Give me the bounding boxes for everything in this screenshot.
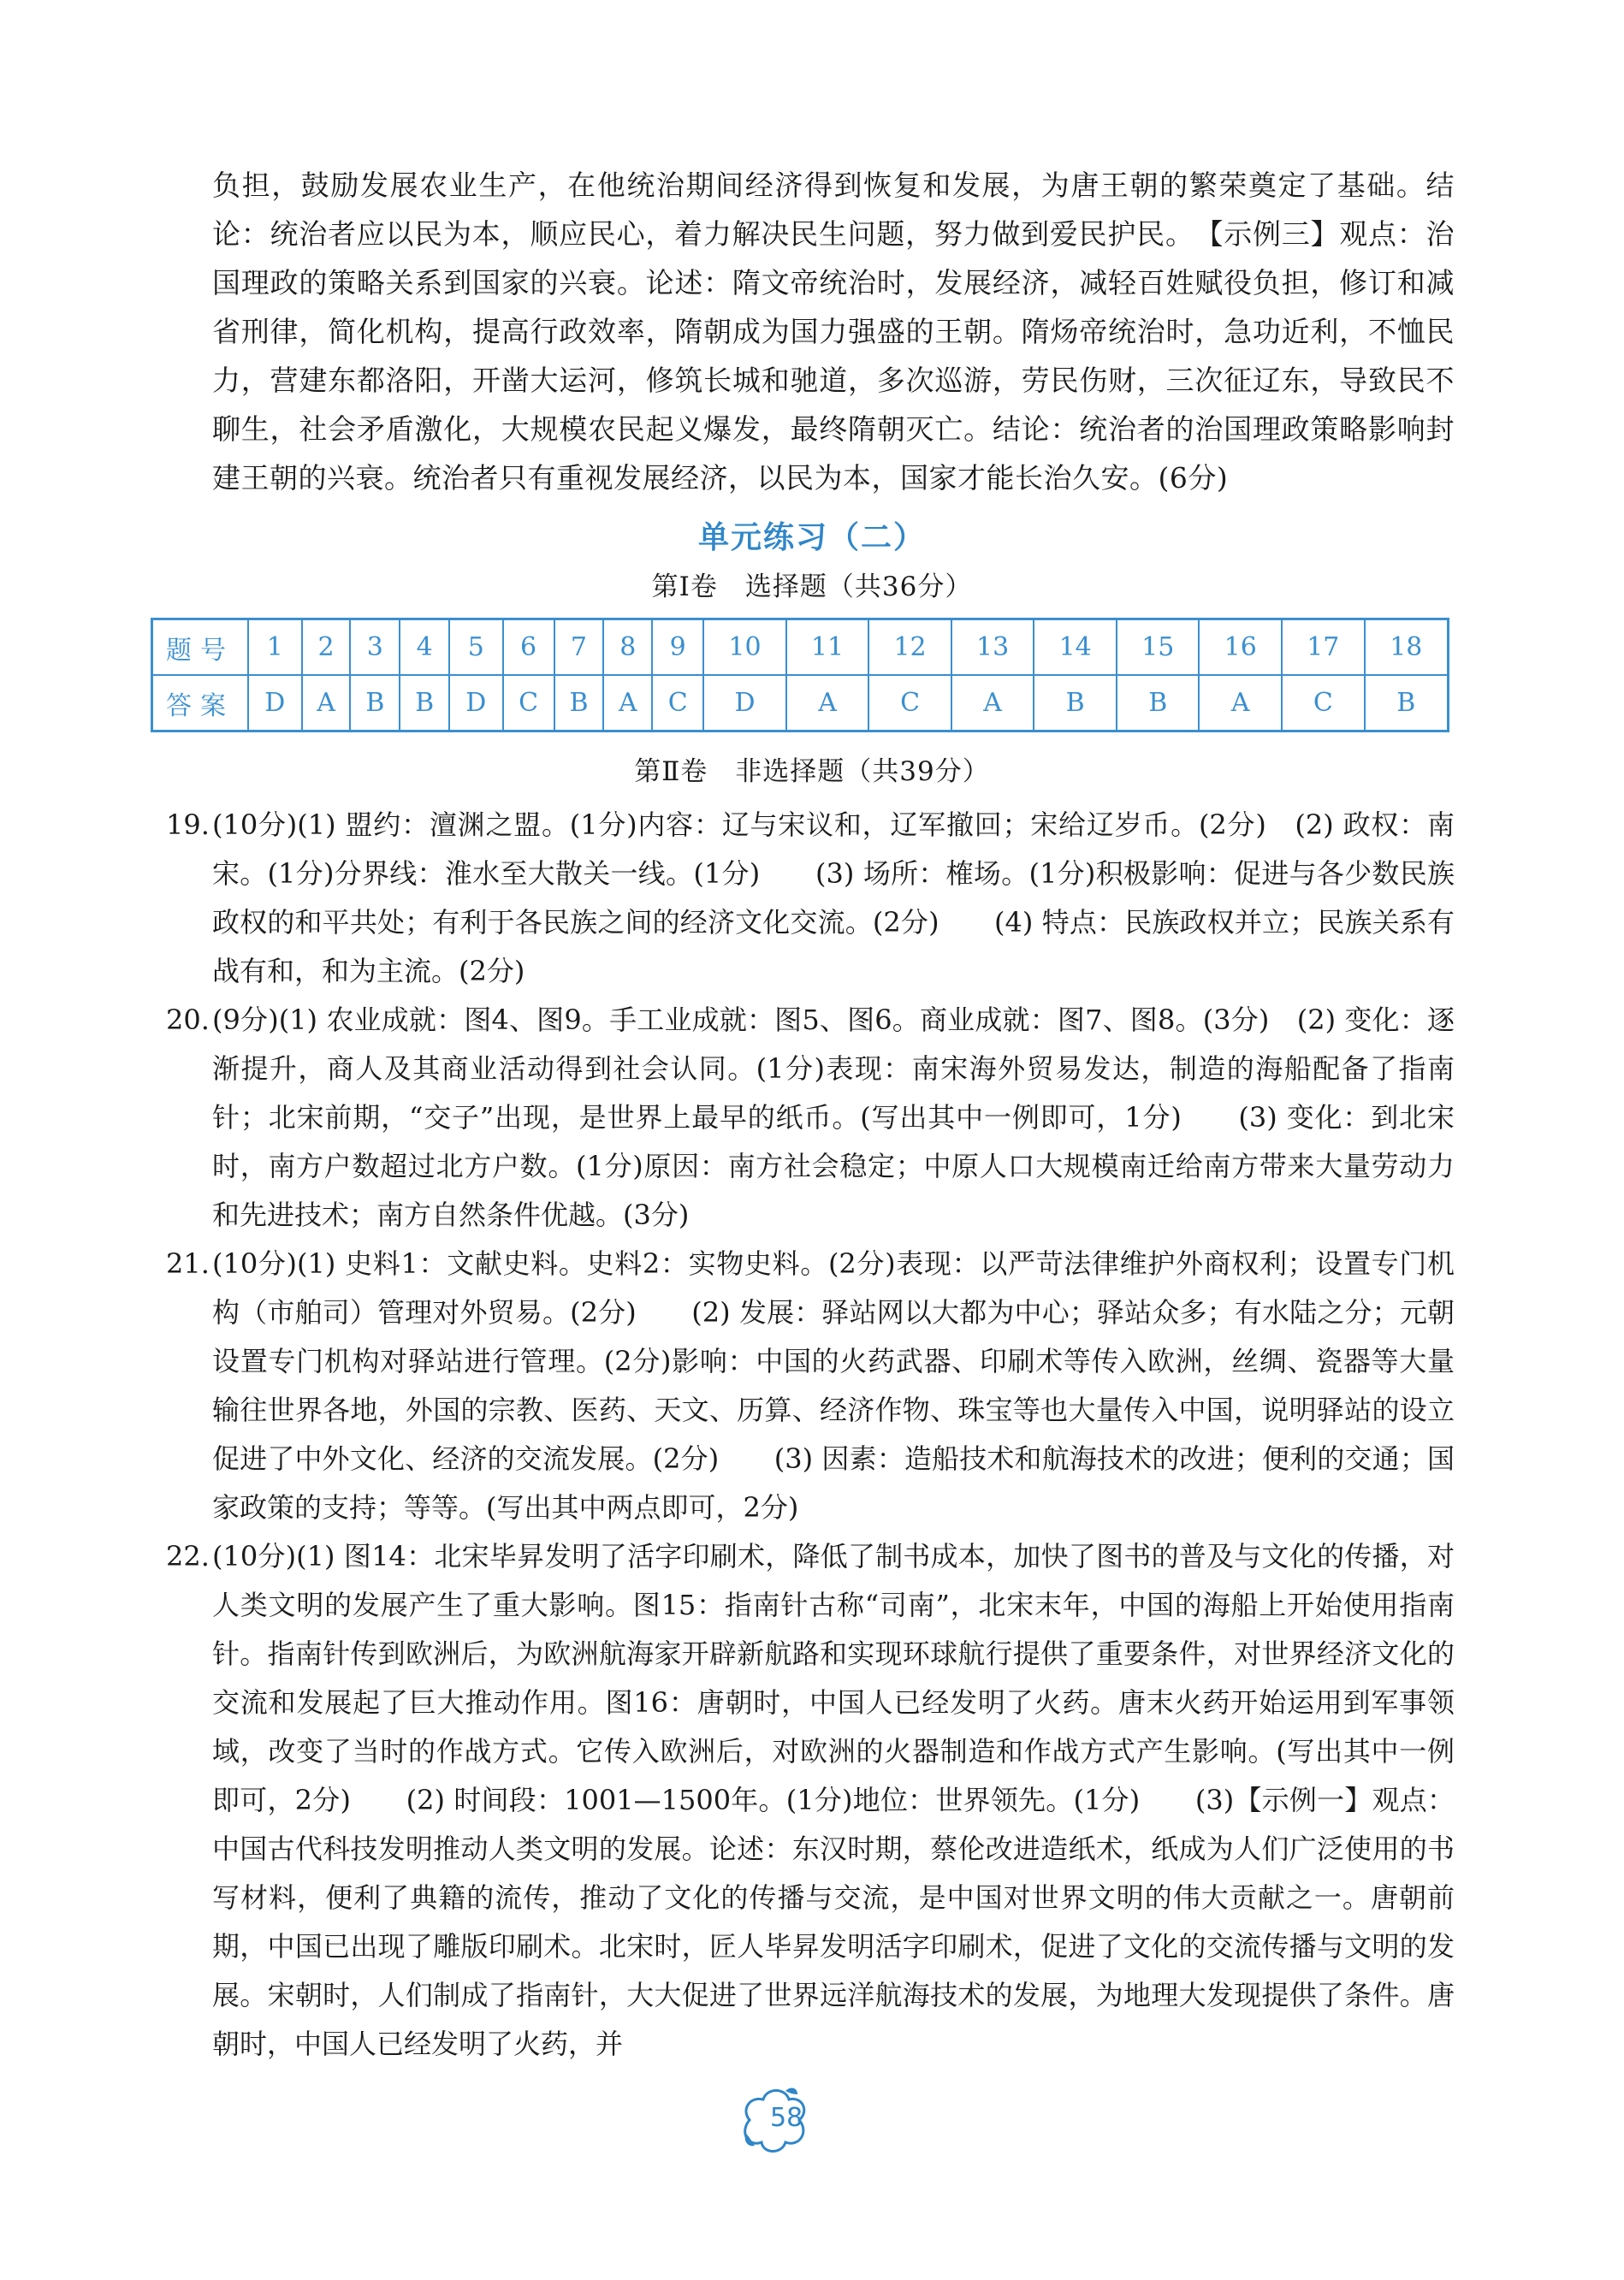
question-number-cell: 1: [248, 619, 302, 676]
answer-cell: B: [400, 675, 449, 731]
question-number-cell: 15: [1117, 619, 1200, 676]
answer-cell: A: [1199, 675, 1282, 731]
answer-cell: A: [302, 675, 351, 731]
answer-cell: C: [868, 675, 951, 731]
answer-cell: C: [1282, 675, 1365, 731]
answer-cell: D: [449, 675, 503, 731]
intro-text: 负担，鼓励发展农业生产，在他统治期间经济得到恢复和发展，为唐王朝的繁荣奠定了基础。结论：统治者应以民为本，顺应民心，着力解决民生问题，努力做到爱民护民。 【示例三】观点：治国理政的策略关系到国家的兴衰。论述：隋文帝统治时，发展经济，减轻百姓赋役负担，修订和减省刑律，简化机构，提高行政效率，隋朝成为国力强盛的王朝。隋炀帝统治时，急功近利，不恤民力，营建东都洛阳，开凿大运河，修筑长城和驰道，多次巡游，劳民伤财，三次征辽东，导致民不聊生，社会矛盾激化，大规模农民起义爆发，最终隋朝灭亡。结论：统治者的治国理政策略影响封建王朝的兴衰。统治者只有重视发展经济，以民为本，国家才能长治久安。(6分): [212, 169, 1455, 494]
answer-cell: D: [703, 675, 786, 731]
intro-paragraph: [212, 161, 1455, 502]
question-number-cell: 10: [703, 619, 786, 676]
answer-cell: A: [951, 675, 1034, 731]
part2-title: 第Ⅱ卷 非选择题（共39分）: [634, 756, 990, 787]
question-number-cell: 3: [350, 619, 400, 676]
unit-title: 单元练习（二）: [697, 520, 926, 555]
answer-table-number-row: [152, 619, 1449, 676]
part1-title: 第Ⅰ卷 选择题（共36分）: [651, 571, 973, 602]
answer-cell: D: [248, 675, 302, 731]
question-number: 20.: [166, 1004, 210, 1036]
answer-cell: C: [652, 675, 703, 731]
question-number-cell: 8: [603, 619, 652, 676]
question-number-cell: 18: [1365, 619, 1449, 676]
question-number-cell: 2: [302, 619, 351, 676]
answer-cell: A: [603, 675, 652, 731]
question-number-cell: 14: [1034, 619, 1117, 676]
answer-table-answer-row: [152, 675, 1449, 731]
question-item: [166, 801, 1455, 996]
answer-cell: B: [1365, 675, 1449, 731]
question-number-cell: 16: [1199, 619, 1282, 676]
question-item: [166, 1532, 1455, 2069]
question-number-cell: 7: [554, 619, 604, 676]
answer-row-head: 答案: [152, 675, 249, 731]
answer-table: [151, 618, 1449, 732]
answer-cell: A: [786, 675, 869, 731]
question-number-cell: 12: [868, 619, 951, 676]
questions-list: [166, 801, 1455, 2069]
question-answer-text: (10分)(1) 史料1：文献史料。史料2：实物史料。(2分)表现：以严苛法律维护外商权利；设置专门机构（市舶司）管理对外贸易。(2分) (2) 发展：驿站网以大都为中心；驿站众多；有水陆之分；元朝设置专门机构对驿站进行管理。(2分)影响：中国的火药武器、印刷术等传入欧洲，丝绸、瓷器等大量输往世界各地，外国的宗教、医药、天文、历算、经济作物、珠宝等也大量传入中国，说明驿站的设立促进了中外文化、经济的交流发展。(2分) (3) 因素：造船技术和航海技术的改进；便利的交通；国家政策的支持；等等。(写出其中两点即可，2分): [212, 1247, 1455, 1524]
question-number: 22.: [166, 1540, 210, 1572]
answer-cell: C: [503, 675, 554, 731]
question-answer-text: (9分)(1) 农业成就：图4、图9。手工业成就：图5、图6。商业成就：图7、图8。(3分) (2) 变化：逐渐提升，商人及其商业活动得到社会认同。(1分)表现：南宋海外贸易发达，制造的海船配备了指南针；北宋前期，“交子”出现，是世界上最早的纸币。(写出其中一例即可，1分) (3) 变化：到北宋时，南方户数超过北方户数。(1分)原因：南方社会稳定；中原人口大规模南迁给南方带来大量劳动力和先进技术；南方自然条件优越。(3分): [212, 1004, 1455, 1231]
question-number-cell: 4: [400, 619, 449, 676]
question-item: [166, 996, 1455, 1240]
question-number: 21.: [166, 1247, 210, 1280]
question-number-cell: 9: [652, 619, 703, 676]
question-answer-text: (10分)(1) 盟约：澶渊之盟。(1分)内容：辽与宋议和，辽军撤回；宋给辽岁币。(2分) (2) 政权：南宋。(1分)分界线：淮水至大散关一线。(1分) (3) 场所：榷场。(1分)积极影响：促进与各少数民族政权的和平共处；有利于各民族之间的经济文化交流。(2分) (4) 特点：民族政权并立；民族关系有战有和，和为主流。(2分): [212, 808, 1455, 987]
page-number: 58: [770, 2103, 803, 2133]
question-number-cell: 5: [449, 619, 503, 676]
question-answer-text: (10分)(1) 图14：北宋毕昇发明了活字印刷术，降低了制书成本，加快了图书的普及与文化的传播，对人类文明的发展产生了重大影响。图15：指南针古称“司南”，北宋末年，中国的海船上开始使用指南针。指南针传到欧洲后，为欧洲航海家开辟新航路和实现环球航行提供了重要条件，对世界经济文化的交流和发展起了巨大推动作用。图16：唐朝时，中国人已经发明了火药。唐末火药开始运用到军事领域，改变了当时的作战方式。它传入欧洲后，对欧洲的火器制造和作战方式产生影响。(写出其中一例即可，2分) (2) 时间段：1001—1500年。(1分)地位：世界领先。(1分) (3)【示例一】观点：中国古代科技发明推动人类文明的发展。论述：东汉时期，蔡伦改进造纸术，纸成为人们广泛使用的书写材料，便利了典籍的流传，推动了文化的传播与交流，是中国对世界文明的伟大贡献之一。唐朝前期，中国已出现了雕版印刷术。北宋时，匠人毕昇发明活字印刷术，促进了文化的交流传播与文明的发展。宋朝时，人们制成了指南针，大大促进了世界远洋航海技术的发展，为地理大发现提供了条件。唐朝时，中国人已经发明了火药，并: [212, 1540, 1455, 2060]
question-number-cell: 17: [1282, 619, 1365, 676]
question-number-cell: 13: [951, 619, 1034, 676]
answer-cell: B: [554, 675, 604, 731]
question-number-cell: 11: [786, 619, 869, 676]
question-number-cell: 6: [503, 619, 554, 676]
question-item: [166, 1240, 1455, 1532]
answer-cell: B: [1117, 675, 1200, 731]
number-row-head: 题号: [152, 619, 249, 676]
question-number: 19.: [166, 808, 210, 841]
answer-cell: B: [1034, 675, 1117, 731]
answer-cell: B: [350, 675, 400, 731]
